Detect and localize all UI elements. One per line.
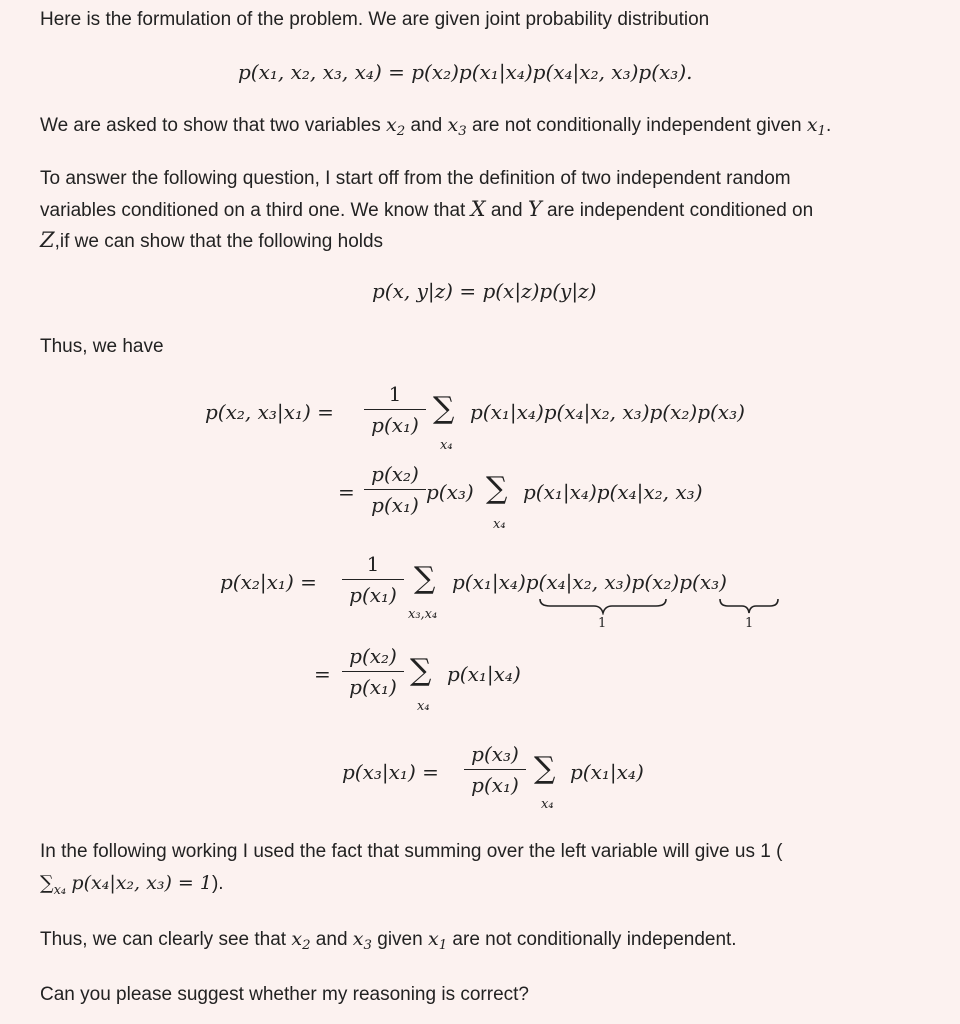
eq4-sum-index: x₄	[417, 699, 430, 714]
working-line-1: In the following working I used the fact that summing over the left variable will give us 1 (	[40, 841, 783, 862]
joint-distribution-equation: p(x₁, x₂, x₃, x₄) = p(x₂)p(x₁|x₄)p(x₄|x₂, x₃)p(x₃).	[238, 60, 693, 84]
thus-we-have-text: Thus, we have	[40, 336, 164, 357]
working-line-2: $\sum_{x_4}$ p(x₄|x₂, x₃) = 1).	[40, 872, 224, 898]
eq5-lhs: p(x₃|x₁) =	[342, 760, 439, 784]
eq3-brace-value-2: 1	[745, 616, 754, 631]
eq2-rhs: p(x₁|x₄)p(x₄|x₂, x₃)	[523, 480, 703, 504]
eq5-fraction: p(x₃) p(x₁)	[464, 741, 526, 798]
conclusion-text: Thus, we can clearly see that $x_2$ and $x_3$ given $x_1$ are not conditionally independent.	[40, 928, 737, 953]
eq3-brace-value-1: 1	[598, 616, 607, 631]
asked-text: We are asked to show that two variables $x_2$ and $x_3$ are not conditionally independent given $x_1$.	[40, 114, 832, 139]
eq4-fraction: p(x₂) p(x₁)	[342, 643, 404, 700]
var-Z: Z	[40, 228, 55, 252]
conclusion-var-x1: $x_1$	[427, 928, 448, 953]
eq1-fraction: 1 p(x₁)	[364, 381, 426, 438]
answer-line-2: variables conditioned on a third one. We know that X and Y are independent conditioned on	[40, 197, 814, 221]
eq1-sum-symbol: ∑	[433, 391, 455, 426]
eq3-lhs: p(x₂|x₁) =	[220, 570, 317, 594]
eq4-sum-symbol: ∑	[410, 653, 432, 688]
eq5-rhs: p(x₁|x₄)	[570, 760, 644, 784]
eq4-equals: =	[314, 662, 331, 686]
eq2-fraction: p(x₂) p(x₁)	[364, 461, 426, 518]
var-X: X	[470, 197, 486, 221]
eq5-sum-symbol: ∑	[534, 751, 556, 786]
eq1-rhs: p(x₁|x₄)p(x₄|x₂, x₃)p(x₂)p(x₃)	[470, 400, 745, 424]
answer-line-1: To answer the following question, I start off from the definition of two independent random	[40, 168, 791, 189]
eq2-sum-symbol: ∑	[486, 471, 508, 506]
question-text: Can you please suggest whether my reasoning is correct?	[40, 984, 529, 1005]
eq3-sum-symbol: ∑	[414, 561, 436, 596]
inline-sum-equation: p(x₄|x₂, x₃) = 1	[71, 872, 212, 894]
answer-line-3: Z,if we can show that the following holds	[40, 228, 384, 252]
eq2-equals: =	[338, 480, 355, 504]
var-x2: $x_2$	[386, 114, 406, 139]
var-x1: $x_1$	[806, 114, 827, 139]
eq3-sum-index: x₃,x₄	[408, 607, 438, 622]
independence-equation: p(x, y|z) = p(x|z)p(y|z)	[372, 279, 597, 303]
eq3-fraction: 1 p(x₁)	[342, 551, 404, 608]
intro-text: Here is the formulation of the problem. We are given joint probability distribution	[40, 9, 710, 30]
eq5-sum-index: x₄	[541, 797, 554, 812]
eq1-sum-index: x₄	[440, 438, 453, 453]
eq3-rhs: p(x₁|x₄)p(x₄|x₂, x₃)p(x₂)p(x₃)	[452, 570, 727, 594]
conclusion-var-x3: $x_3$	[352, 928, 372, 953]
eq3-underbrace-2	[718, 597, 780, 615]
eq2-px3: p(x₃)	[426, 480, 474, 504]
inline-sum-symbol: ∑	[40, 872, 54, 894]
eq4-rhs: p(x₁|x₄)	[447, 662, 521, 686]
var-Y: Y	[527, 197, 542, 221]
inline-sum-index: x₄	[53, 883, 67, 898]
var-x3: $x_3$	[447, 114, 467, 139]
eq1-lhs: p(x₂, x₃|x₁) =	[205, 400, 334, 424]
conclusion-var-x2: $x_2$	[291, 928, 311, 953]
eq2-sum-index: x₄	[493, 517, 506, 532]
eq3-underbrace-1	[538, 597, 668, 615]
